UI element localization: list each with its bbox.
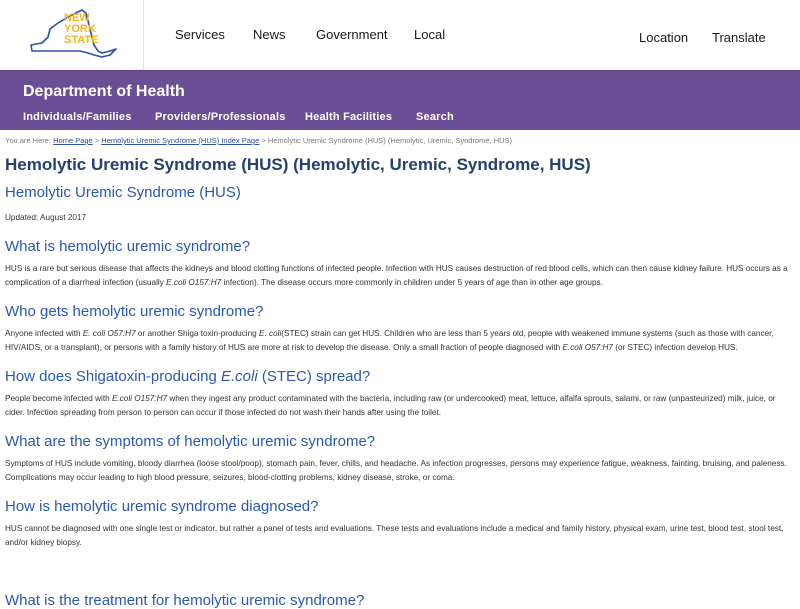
section-text-symptoms: Symptoms of HUS include vomiting, bloody diarrhea (loose stool/poop), stomach pain, fever, chills, and headache. As infection progresses, persons may experience fatigue, weakness, fainting, bruising, and paleness. Complications may occur leading to high blood pressure, seizures, blood-clotting problems, kidney disease, stroke, or coma. bbox=[5, 459, 787, 482]
page-title: Hemolytic Uremic Syndrome (HUS) (Hemolytic, Uremic, Syndrome, HUS) bbox=[5, 155, 591, 174]
department-bar bbox=[0, 70, 800, 130]
main-content bbox=[5, 134, 795, 550]
breadcrumb-current: Hemolytic Uremic Syndrome (HUS) (Hemolytic, Uremic, Syndrome, HUS) bbox=[267, 136, 513, 145]
section-text-who-gets: Anyone infected with E. coli O57:H7 or another Shiga toxin-producing E. coli(STEC) strain can get HUS. Children who are less than 5 years old, people with weakened immune systems (such as those with cancer, HIV/AIDS, or a transplant), or persons with a family history of HUS are more at risk to develop the disease. Only a small fraction of people diagnosed with E.coli O57:H7 (or STEC) infection develop HUS. bbox=[5, 329, 774, 352]
breadcrumb-home-link[interactable]: Home Page bbox=[53, 136, 93, 145]
dept-nav-search[interactable]: Search bbox=[416, 111, 454, 123]
nav-news[interactable]: News bbox=[253, 27, 286, 42]
location-link[interactable]: Location bbox=[639, 30, 689, 45]
nav-government[interactable]: Government bbox=[316, 27, 388, 42]
breadcrumb-separator: > bbox=[261, 136, 266, 145]
new-york-state-map-icon bbox=[28, 7, 118, 63]
section-heading-who-gets: Who gets hemolytic uremic syndrome? bbox=[5, 303, 264, 320]
breadcrumb-separator: > bbox=[94, 136, 100, 145]
svg-text:STATE: STATE bbox=[64, 34, 99, 46]
dept-nav-facilities[interactable]: Health Facilities bbox=[305, 111, 393, 123]
nys-logo[interactable] bbox=[0, 0, 144, 70]
nav-local[interactable]: Local bbox=[414, 27, 446, 42]
dept-nav-individuals[interactable]: Individuals/Families bbox=[23, 111, 132, 123]
section-text-what-is: HUS is a rare but serious disease that affects the kidneys and blood clotting functions of infected people. Infection with HUS causes destruction of red blood cells, which can then cause kidney failure. HUS occurs as a complication of a diarrheal infection (usually E.coli O157:H7 infection). The disease occurs more commonly in children under 5 years of age than in other age groups. bbox=[5, 264, 788, 287]
updated-date: Updated: August 2017 bbox=[5, 213, 87, 222]
site-header bbox=[0, 0, 800, 70]
section-heading-spread: How does Shigatoxin-producing E.coli (STEC) spread? bbox=[5, 368, 371, 385]
department-title[interactable]: Department of Health bbox=[23, 83, 185, 100]
section-heading-symptoms: What are the symptoms of hemolytic uremic syndrome? bbox=[5, 433, 376, 450]
section-heading-what-is: What is hemolytic uremic syndrome? bbox=[5, 238, 251, 255]
breadcrumb-prefix: You are Here: bbox=[5, 136, 52, 145]
section-text-diagnosed: HUS cannot be diagnosed with one single test or indicator, but rather a panel of tests and evaluations. These tests and evaluations include a medical and family history, physical exam, urine test, blood test, stool test, and/or kidney biopsy. bbox=[5, 524, 784, 547]
translate-link[interactable]: Translate bbox=[712, 30, 766, 45]
section-heading-treatment: What is the treatment for hemolytic uremic syndrome? bbox=[5, 592, 365, 609]
nav-services[interactable]: Services bbox=[175, 27, 225, 42]
svg-text:NEW: NEW bbox=[64, 12, 90, 24]
dept-nav-providers[interactable]: Providers/Professionals bbox=[155, 111, 286, 123]
section-text-spread: People become infected with E.coli O157:H7 when they ingest any product contaminated with the bacteria, including raw (or undercooked) meat, lettuce, alfalfa sprouts, salami, or raw (unpasteurized) milk, juice, or cider. Infection spreading from person to person can occur if those infected do not wash their hands after using the toilet. bbox=[5, 394, 776, 417]
page-subtitle: Hemolytic Uremic Syndrome (HUS) bbox=[5, 184, 241, 201]
section-heading-diagnosed: How is hemolytic uremic syndrome diagnosed? bbox=[5, 498, 319, 515]
breadcrumb-index-link[interactable]: Hemolytic Uremic Syndrome (HUS) Index Page bbox=[101, 136, 260, 145]
svg-text:YORK: YORK bbox=[64, 23, 96, 35]
breadcrumb bbox=[5, 134, 795, 147]
